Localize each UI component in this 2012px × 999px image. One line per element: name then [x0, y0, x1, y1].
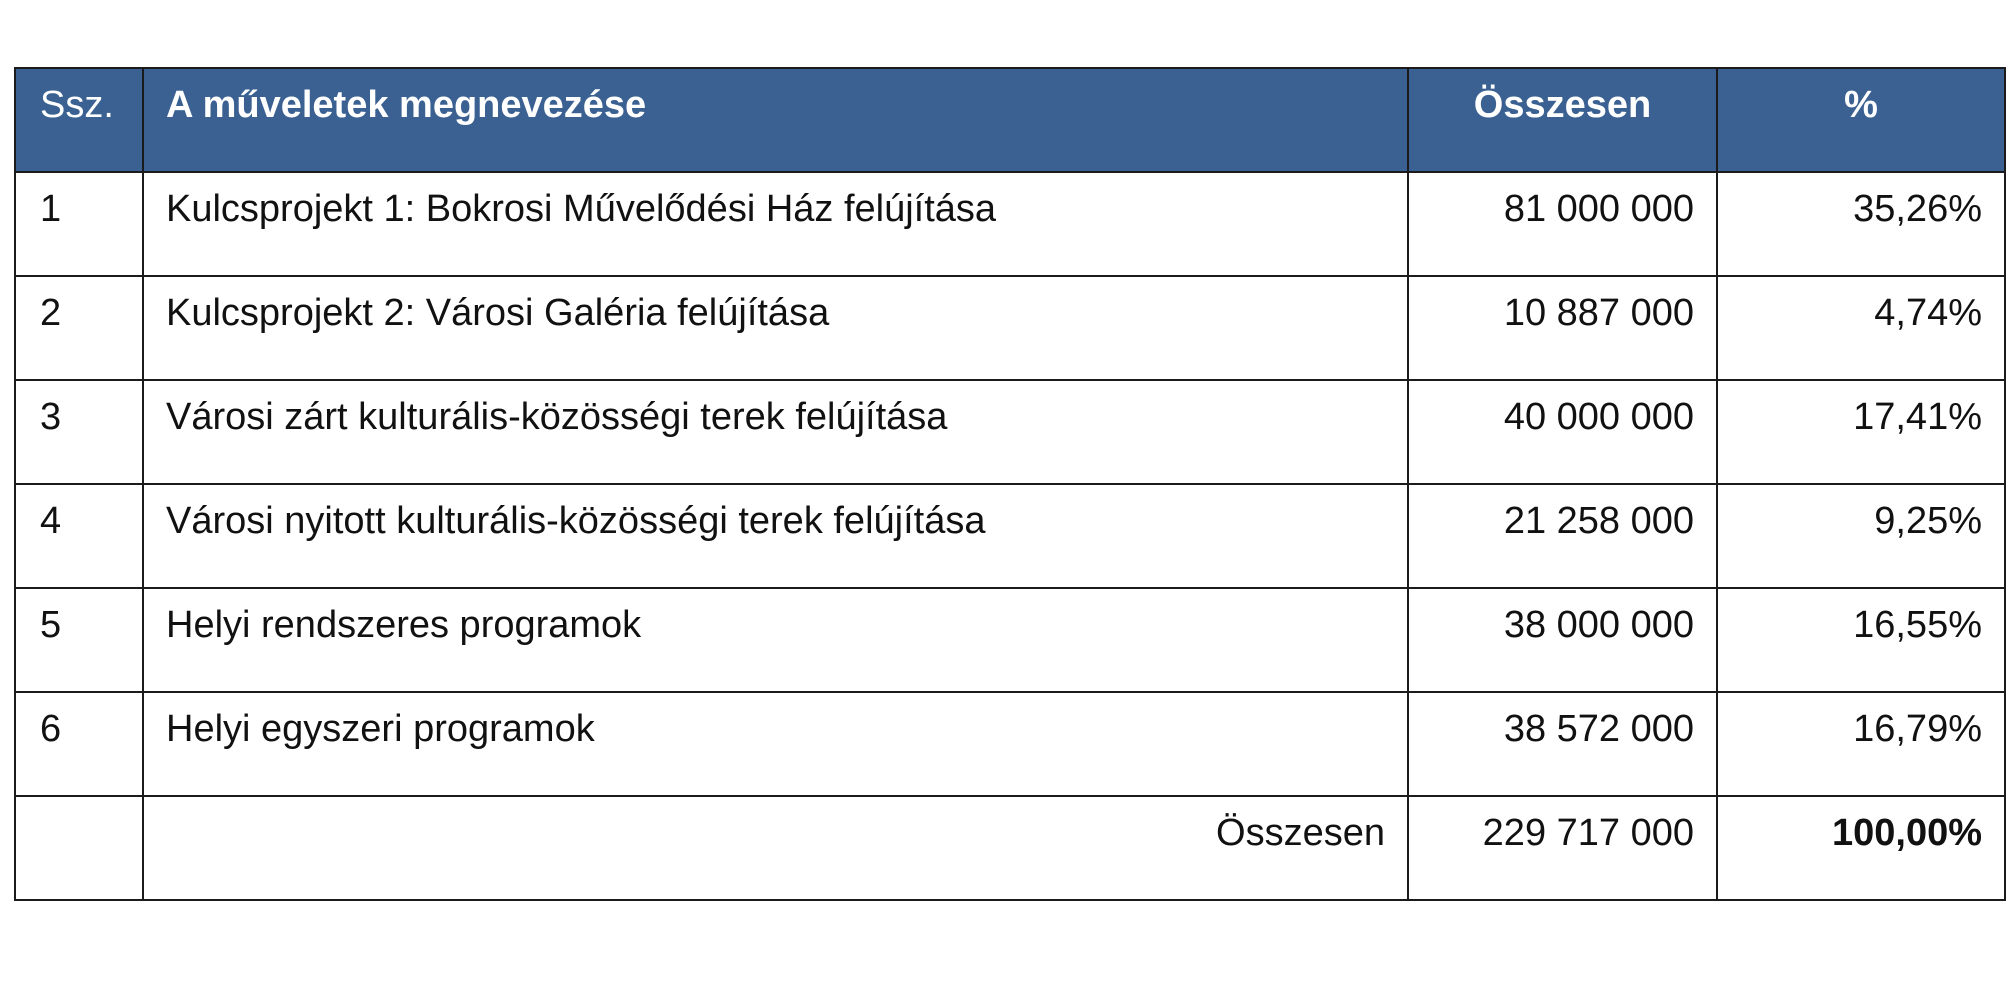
table-row — [15, 172, 2005, 276]
table-row — [15, 588, 2005, 692]
row-amount: 10 887 000 — [1408, 276, 1717, 380]
row-percent: 17,41% — [1717, 380, 2005, 484]
row-name: Városi zárt kulturális-közösségi terek felújítása — [143, 380, 1408, 484]
table-row — [15, 276, 2005, 380]
total-percent: 100,00% — [1717, 796, 2005, 900]
total-label: Összesen — [143, 796, 1408, 900]
table-row — [15, 380, 2005, 484]
row-number: 6 — [15, 692, 143, 796]
row-amount: 40 000 000 — [1408, 380, 1717, 484]
row-number: 1 — [15, 172, 143, 276]
row-amount: 38 572 000 — [1408, 692, 1717, 796]
row-name: Helyi rendszeres programok — [143, 588, 1408, 692]
row-amount: 81 000 000 — [1408, 172, 1717, 276]
row-number: 2 — [15, 276, 143, 380]
row-percent: 35,26% — [1717, 172, 2005, 276]
header-total: Összesen — [1408, 68, 1717, 172]
row-name: Kulcsprojekt 1: Bokrosi Művelődési Ház felújítása — [143, 172, 1408, 276]
total-amount: 229 717 000 — [1408, 796, 1717, 900]
row-name: Helyi egyszeri programok — [143, 692, 1408, 796]
row-number: 3 — [15, 380, 143, 484]
row-name: Kulcsprojekt 2: Városi Galéria felújítása — [143, 276, 1408, 380]
total-empty-cell — [15, 796, 143, 900]
row-percent: 4,74% — [1717, 276, 2005, 380]
table-row — [15, 692, 2005, 796]
table-row — [15, 484, 2005, 588]
header-name: A műveletek megnevezése — [143, 68, 1408, 172]
operations-table — [14, 67, 2006, 901]
row-name: Városi nyitott kulturális-közösségi terek felújítása — [143, 484, 1408, 588]
row-percent: 9,25% — [1717, 484, 2005, 588]
header-ssz: Ssz. — [15, 68, 143, 172]
row-percent: 16,55% — [1717, 588, 2005, 692]
row-number: 4 — [15, 484, 143, 588]
total-row — [15, 796, 2005, 900]
header-row — [15, 68, 2005, 172]
header-percent: % — [1717, 68, 2005, 172]
row-number: 5 — [15, 588, 143, 692]
row-amount: 21 258 000 — [1408, 484, 1717, 588]
row-amount: 38 000 000 — [1408, 588, 1717, 692]
row-percent: 16,79% — [1717, 692, 2005, 796]
